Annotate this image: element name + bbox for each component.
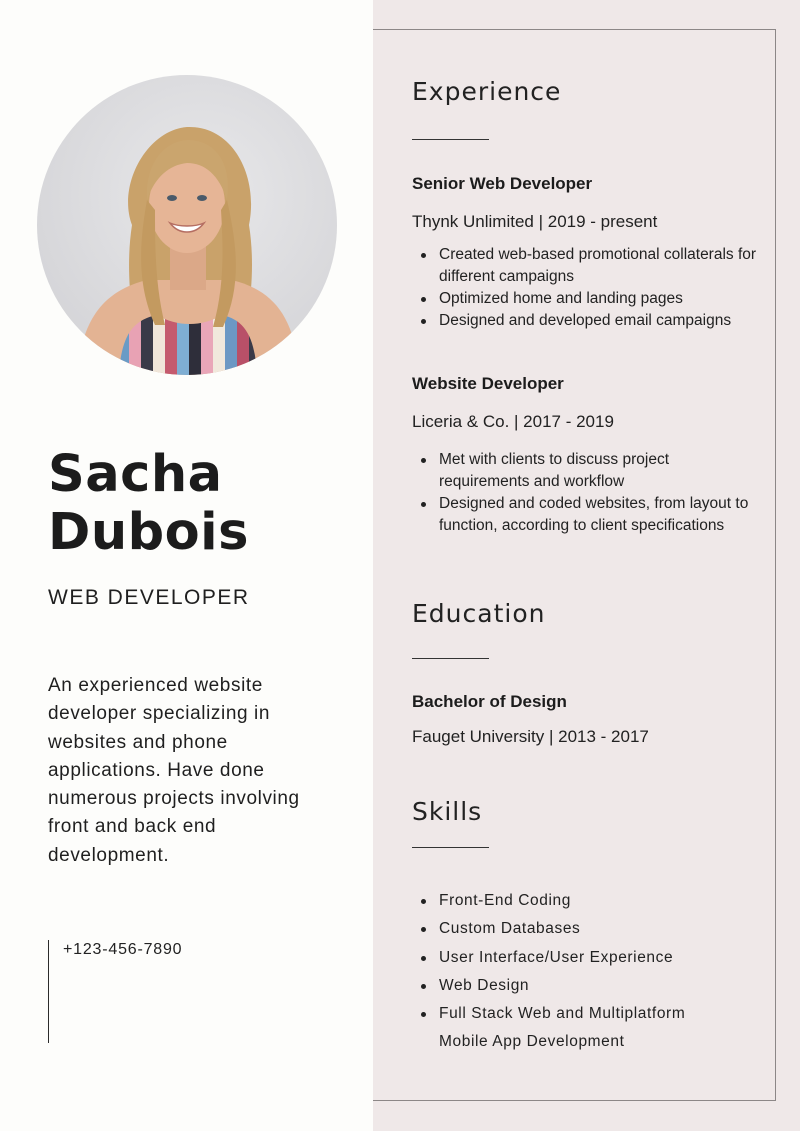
list-item: Web Design xyxy=(412,972,732,1000)
list-item: Custom Databases xyxy=(412,915,732,943)
profile-photo xyxy=(37,75,337,375)
first-name: Sacha xyxy=(48,445,223,504)
list-item: Full Stack Web and Multiplatform Mobile App Development xyxy=(412,1000,732,1057)
skills-list xyxy=(412,887,732,1057)
profile-name xyxy=(48,446,249,562)
list-item: Designed and coded websites, from layout to function, according to client specifications xyxy=(412,493,762,537)
job-2-bullets xyxy=(412,449,762,537)
profile-role: WEB DEVELOPER xyxy=(48,586,250,609)
job-2-meta: Liceria & Co. | 2017 - 2019 xyxy=(412,412,614,431)
education-degree: Bachelor of Design xyxy=(412,692,567,711)
list-item: Front-End Coding xyxy=(412,887,732,915)
job-1-bullets xyxy=(412,244,762,332)
list-item: Optimized home and landing pages xyxy=(412,288,762,310)
skills-rule xyxy=(412,847,489,848)
education-meta: Fauget University | 2013 - 2017 xyxy=(412,727,649,746)
contact-divider xyxy=(48,940,49,1043)
skills-heading: Skills xyxy=(412,797,483,826)
education-rule xyxy=(412,658,489,659)
list-item: Met with clients to discuss project requirements and workflow xyxy=(412,449,762,493)
experience-heading: Experience xyxy=(412,77,562,106)
list-item: Designed and developed email campaigns xyxy=(412,310,762,332)
profile-bio: An experienced website developer specializing in websites and phone applications. Have done numerous projects involving front and back end development. xyxy=(48,675,300,866)
job-1-meta: Thynk Unlimited | 2019 - present xyxy=(412,212,658,231)
phone-number: +123-456-7890 xyxy=(63,941,183,958)
list-item: Created web-based promotional collaterals for different campaigns xyxy=(412,244,762,288)
experience-rule xyxy=(412,139,489,140)
job-2-title: Website Developer xyxy=(412,374,564,393)
list-item: User Interface/User Experience xyxy=(412,944,732,972)
last-name: Dubois xyxy=(48,503,250,562)
education-heading: Education xyxy=(412,599,546,628)
job-1-title: Senior Web Developer xyxy=(412,174,593,193)
